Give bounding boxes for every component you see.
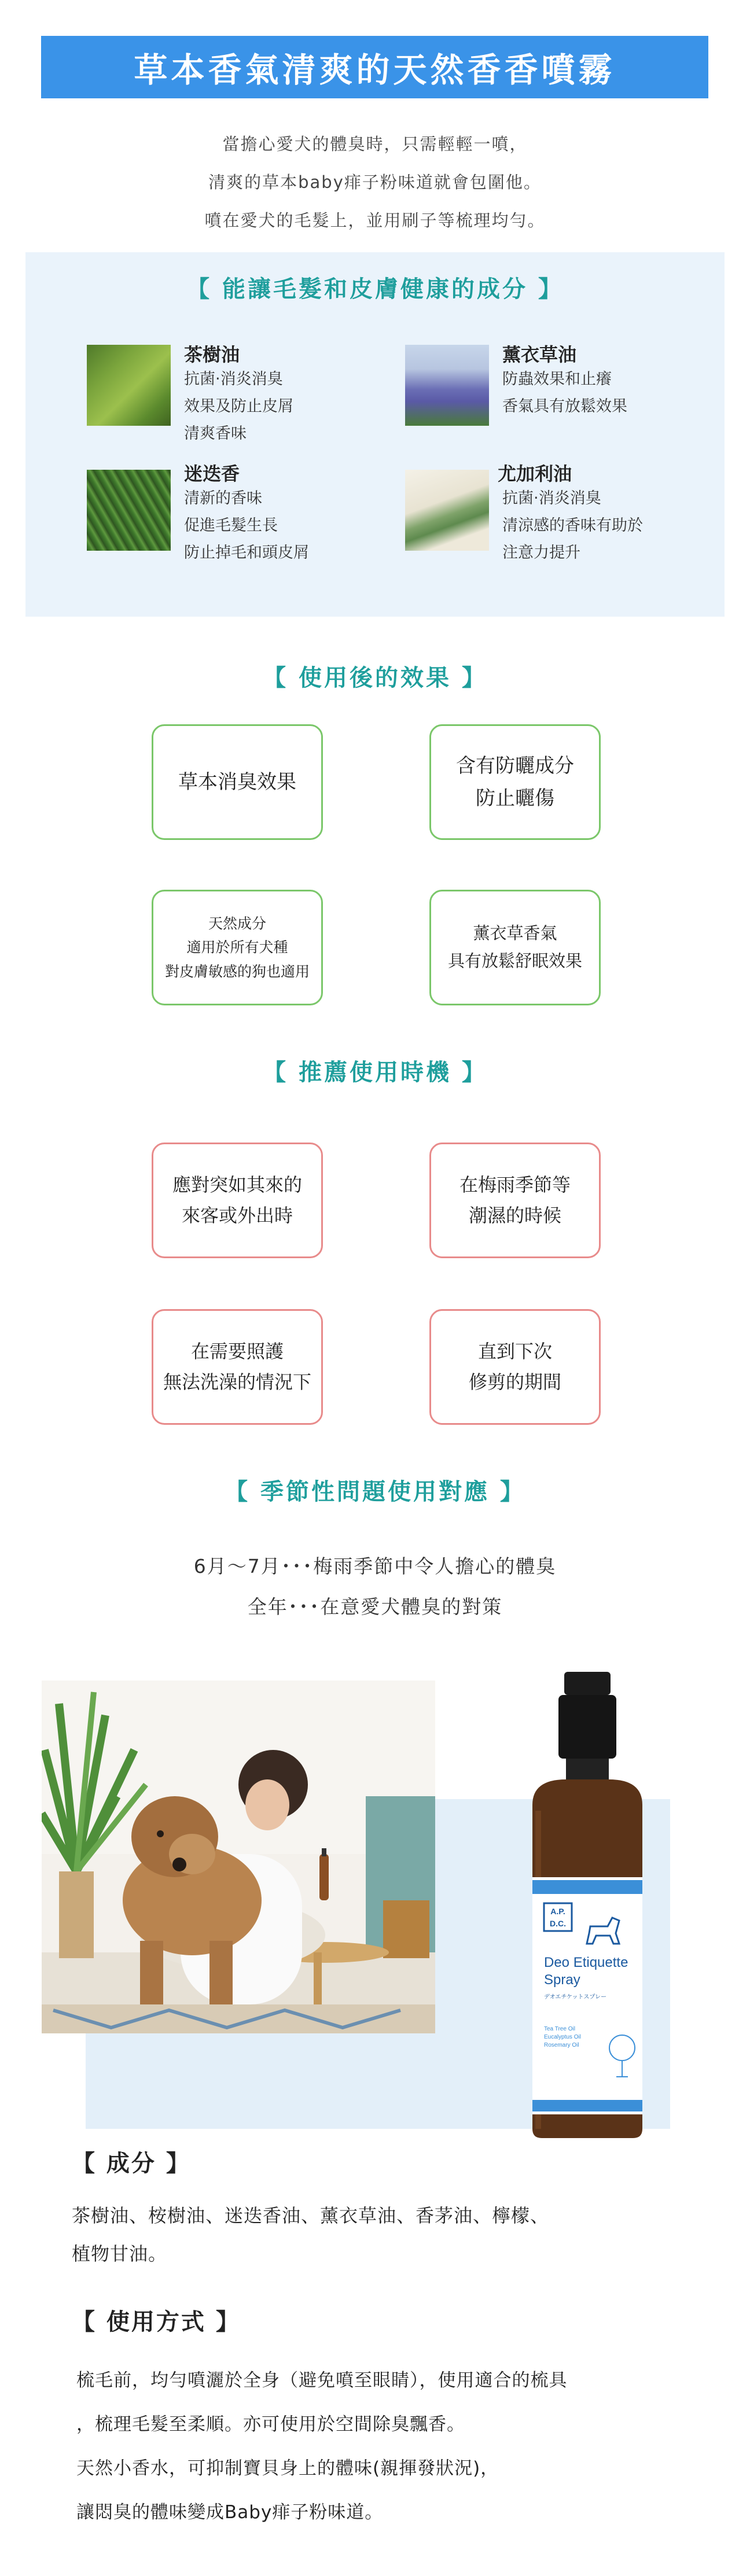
herb-desc-line: 抗菌‧消炎消臭 — [502, 489, 601, 507]
timing-text: 在需要照護 — [190, 1340, 284, 1363]
timing-card — [152, 1309, 323, 1425]
herb-name: 尤加利油 — [498, 463, 572, 485]
effect-text: 含有防曬成分 — [456, 754, 574, 777]
herb-desc-line: 促進毛髮生長 — [184, 517, 278, 535]
usage-line: 梳毛前，均勻噴灑於全身（避免噴至眼睛），使用適合的梳具 — [76, 2370, 568, 2391]
timing-text: 應對突如其來的 — [172, 1174, 302, 1196]
herb-desc — [502, 485, 643, 566]
timing-text: 在梅雨季節等 — [459, 1174, 571, 1196]
effect-card — [429, 724, 601, 840]
herb-desc-line: 注意力提升 — [502, 544, 580, 562]
herb-desc-line: 香氣具有放鬆效果 — [502, 397, 627, 415]
product-jp-name: デオエチケットスプレー — [544, 1994, 606, 2000]
effect-card — [152, 890, 323, 1005]
dog-owner-illustration — [42, 1681, 435, 2033]
herb-desc-line: 清新的香味 — [184, 489, 262, 507]
herb-desc-line: 防止掉毛和頭皮屑 — [184, 544, 309, 562]
title-banner — [41, 36, 708, 98]
timing-text: 來客或外出時 — [181, 1204, 293, 1226]
intro-line: 噴在愛犬的毛髮上，並用刷子等梳理均勻。 — [204, 211, 546, 230]
product-bottle — [509, 1672, 666, 2140]
intro-text — [0, 125, 750, 239]
usage-line: 讓悶臭的體味變成Baby痱子粉味道。 — [76, 2502, 384, 2523]
product-oil: Eucalyptus Oil — [544, 2034, 581, 2040]
page-title: 草本香氣清爽的天然香香噴霧 — [134, 50, 616, 90]
timing-text: 修剪的期間 — [468, 1371, 561, 1393]
timing-heading: 【 推薦使用時機 】 — [263, 1059, 487, 1086]
composition-text — [72, 2197, 549, 2273]
product-oil: Tea Tree Oil — [544, 2026, 575, 2032]
rosemary-image — [87, 470, 171, 551]
herb-desc-line: 清爽香味 — [184, 425, 247, 443]
season-heading: 【 季節性問題使用對應 】 — [225, 1479, 525, 1505]
timing-card — [429, 1143, 601, 1258]
spray-bottle — [509, 1672, 666, 2140]
effect-text: 適用於所有犬種 — [186, 939, 288, 956]
timing-card — [152, 1143, 323, 1258]
season-line: 全年･･･在意愛犬體臭的對策 — [247, 1595, 503, 1618]
brand-line1: A.P. — [550, 1907, 565, 1916]
composition-heading: 【 成分 】 — [72, 2150, 191, 2177]
herb-desc — [184, 366, 293, 447]
effect-card — [429, 890, 601, 1005]
herb-desc-line: 防蟲效果和止癢 — [502, 370, 612, 388]
product-oil: Rosemary Oil — [544, 2042, 579, 2048]
product-name-line1: Deo Etiquette — [544, 1955, 628, 1970]
season-line: 6月～7月･･･梅雨季節中令人擔心的體臭 — [193, 1555, 557, 1578]
composition-line: 植物甘油。 — [72, 2243, 168, 2265]
herb-desc — [502, 366, 627, 420]
herb-desc — [184, 485, 309, 566]
effects-heading: 【 使用後的效果 】 — [263, 665, 487, 691]
ingredients-heading: 【 能讓毛髮和皮膚健康的成分 】 — [186, 276, 564, 303]
herb-name: 薰衣草油 — [502, 344, 577, 366]
effect-text: 薰衣草香氣 — [473, 923, 557, 944]
herb-desc-line: 抗菌‧消炎消臭 — [184, 370, 283, 388]
timing-text: 直到下次 — [477, 1340, 552, 1363]
usage-line: ，梳理毛髮至柔順。亦可使用於空間除臭飄香。 — [76, 2414, 465, 2435]
brand-line2: D.C. — [550, 1919, 566, 1928]
dog-owner-photo — [42, 1681, 435, 2033]
herb-name: 迷迭香 — [184, 463, 240, 485]
composition-line: 茶樹油、桉樹油、迷迭香油、薰衣草油、香茅油、檸檬、 — [72, 2205, 550, 2227]
herb-desc-line: 效果及防止皮屑 — [184, 397, 293, 415]
herb-desc-line: 清涼感的香味有助於 — [502, 517, 643, 535]
effect-text: 對皮膚敏感的狗也適用 — [164, 963, 310, 980]
effect-card — [152, 724, 323, 840]
usage-text — [76, 2358, 568, 2534]
usage-line: 天然小香水，可抑制寶貝身上的體味(親揮發狀況)， — [76, 2458, 499, 2479]
intro-line: 當擔心愛犬的體臭時，只需輕輕一噴， — [222, 134, 528, 154]
effect-text: 天然成分 — [208, 915, 266, 933]
effect-text: 具有放鬆舒眠效果 — [447, 951, 582, 971]
effect-text: 防止曬傷 — [476, 787, 554, 810]
lavender-image — [405, 345, 489, 426]
eucalyptus-image — [405, 470, 489, 551]
timing-card — [429, 1309, 601, 1425]
timing-text: 無法洗澡的情況下 — [163, 1371, 311, 1393]
intro-line: 清爽的草本baby痱子粉味道就會包圍他。 — [208, 172, 542, 192]
herb-name: 茶樹油 — [184, 344, 240, 366]
timing-text: 潮濕的時候 — [468, 1204, 561, 1226]
effect-text: 草本消臭效果 — [178, 770, 296, 794]
tea-tree-image — [87, 345, 171, 426]
usage-heading: 【 使用方式 】 — [72, 2309, 241, 2335]
product-name-line2: Spray — [544, 1972, 580, 1988]
